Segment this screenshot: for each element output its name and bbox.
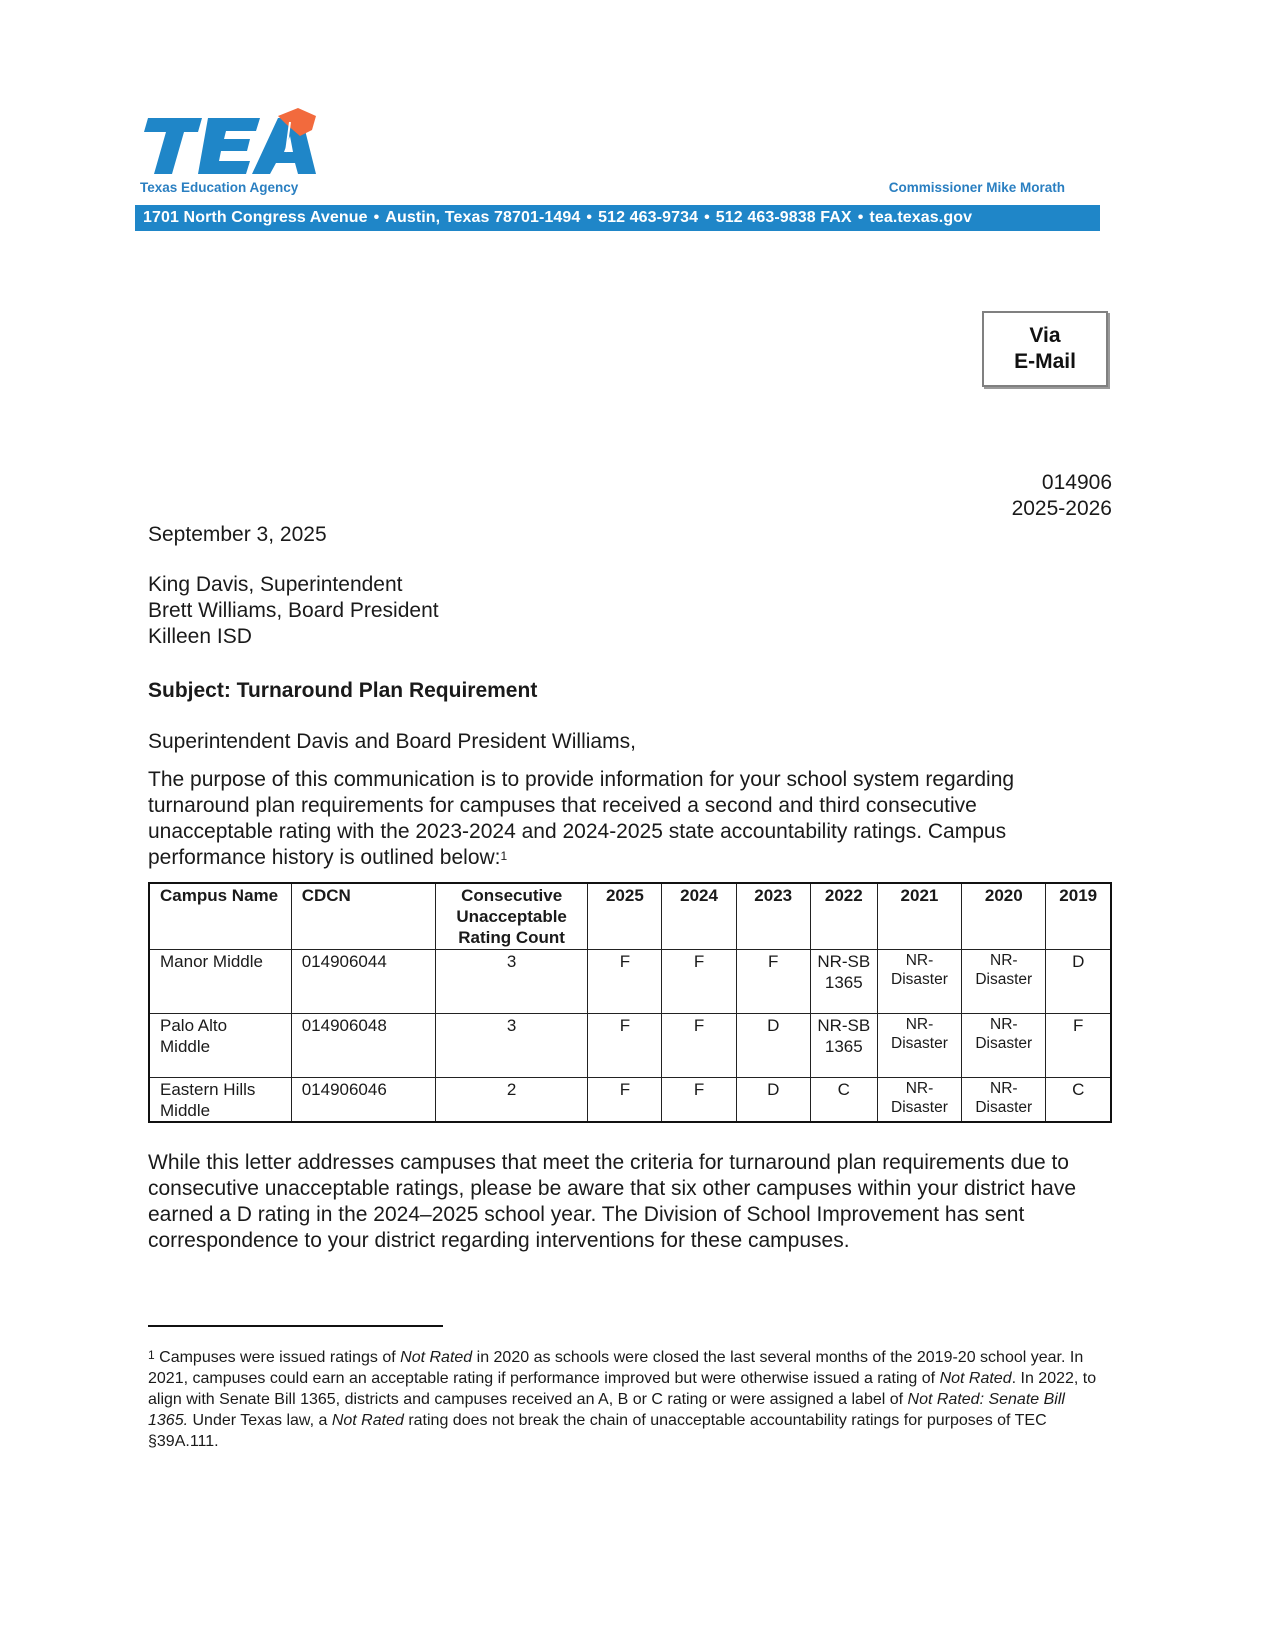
footnote-text: rating does not break the chain of unacceptable accountability ratings for purposes of TEC §39A.111. [148,1412,1047,1450]
footnote-text: Campuses were issued ratings of [154,1349,401,1366]
footnote-divider [148,1325,443,1327]
rating-2021-cell: NR-Disaster [877,1014,961,1078]
column-header: CDCN [291,883,435,950]
addressee-line: Killeen ISD [148,625,252,648]
letter-date: September 3, 2025 [148,523,327,546]
separator-dot: • [704,209,710,226]
table-row [149,950,1111,1014]
addressee-line: King Davis, Superintendent [148,573,403,596]
rating-2019-cell: C [1046,1078,1111,1123]
table-header-row [149,883,1111,950]
tea-logo [140,108,330,183]
reference-block [1012,470,1112,522]
school-year: 2025-2026 [1011,497,1112,520]
campus-name-cell: Palo Alto Middle [149,1014,291,1078]
footnote-text: Under Texas law, a [188,1412,332,1429]
rating-2021-cell: NR-Disaster [877,950,961,1014]
column-header: 2019 [1046,883,1111,950]
column-header: 2020 [962,883,1046,950]
addressee-line: Brett Williams, Board President [148,599,439,622]
footnote-reference[interactable]: 1 [500,849,508,863]
rating-2022-cell: NR-SB 1365 [810,950,877,1014]
phone-number: 512 463-9734 [598,209,699,226]
column-header: 2023 [736,883,810,950]
rating-2020-cell: NR-Disaster [962,1014,1046,1078]
footnote [148,1347,1103,1452]
campus-performance-table [148,882,1112,1123]
rating-count-cell: 3 [435,950,587,1014]
column-header: Campus Name [149,883,291,950]
street-address: 1701 North Congress Avenue [143,209,368,226]
rating-2023-cell: D [736,1014,810,1078]
campus-name-cell: Eastern Hills Middle [149,1078,291,1123]
separator-dot: • [586,209,593,226]
table-row [149,1014,1111,1078]
footnote-italic: Not Rated: Senate Bill 1365. [148,1391,1065,1429]
agency-name: Texas Education Agency [140,180,299,195]
footnote-text: . In 2022, to align with Senate Bill 1365, districts and campuses received an A, B or C rating or were assigned a label of [148,1370,1097,1408]
table-row [149,1078,1111,1123]
commissioner-name: Commissioner Mike Morath [888,180,1065,195]
column-header: 2024 [662,883,736,950]
footnote-marker: 1 [148,1348,155,1362]
cdcn-cell: 014906044 [291,950,435,1014]
rating-2024-cell: F [662,1078,736,1123]
rating-2023-cell: F [736,950,810,1014]
rating-2019-cell: D [1046,950,1111,1014]
intro-paragraph [148,767,1098,871]
column-header: 2022 [810,883,877,950]
rating-2024-cell: F [662,950,736,1014]
rating-2019-cell: F [1046,1014,1111,1078]
delivery-line2: E-Mail [1014,350,1076,373]
rating-2025-cell: F [588,950,662,1014]
footnote-italic: Not Rated [331,1412,404,1429]
column-header: 2025 [588,883,662,950]
city-address: Austin, Texas 78701-1494 [385,209,581,226]
rating-count-cell: 3 [435,1014,587,1078]
column-header: 2021 [877,883,961,950]
intro-paragraph-text: The purpose of this communication is to provide information for your school system regarding turnaround plan requirements for campuses that received a second and third consecutive unacceptable rating with the 2023-2024 and 2024-2025 state accountability ratings. Campus performance history is outlined below: [148,768,1015,869]
cdcn-cell: 014906048 [291,1014,435,1078]
d-rating-paragraph: While this letter addresses campuses that meet the criteria for turnaround plan requirements due to consecutive unacceptable ratings, please be aware that six other campuses within your district have earned a D rating in the 2024–2025 school year. The Division of School Improvement has sent correspondence to your district regarding interventions for these campuses. [148,1151,1076,1252]
rating-2020-cell: NR-Disaster [962,950,1046,1014]
rating-count-cell: 2 [435,1078,587,1123]
website-link[interactable]: tea.texas.gov [869,209,973,226]
footnote-text: in 2020 as schools were closed the last several months of the 2019-20 school year. In 2021, campuses could earn an acceptable rating if performance improved but were otherwise issued a rating of [148,1349,1084,1387]
fax-number: 512 463-9838 FAX [715,209,852,226]
addressee-block [148,572,1098,650]
rating-2025-cell: F [588,1014,662,1078]
rating-2022-cell: NR-SB 1365 [810,1014,877,1078]
rating-2021-cell: NR-Disaster [877,1078,961,1123]
salutation: Superintendent Davis and Board President Williams, [148,730,636,753]
delivery-line1: Via [1029,324,1061,347]
rating-2025-cell: F [588,1078,662,1123]
rating-2020-cell: NR-Disaster [962,1078,1046,1123]
campus-name-cell: Manor Middle [149,950,291,1014]
column-header: Consecutive Unacceptable Rating Count [435,883,587,950]
district-number: 014906 [1041,471,1112,494]
separator-dot: • [373,209,380,226]
tea-logo-icon [140,108,330,183]
rating-2022-cell: C [810,1078,877,1123]
footnote-italic: Not Rated [400,1349,473,1366]
delivery-method-box [982,311,1108,387]
subject-line: Subject: Turnaround Plan Requirement [148,679,538,702]
cdcn-cell: 014906046 [291,1078,435,1123]
address-bar [135,205,1100,231]
footnote-italic: Not Rated [939,1370,1012,1387]
rating-2024-cell: F [662,1014,736,1078]
rating-2023-cell: D [736,1078,810,1123]
separator-dot: • [857,209,864,226]
